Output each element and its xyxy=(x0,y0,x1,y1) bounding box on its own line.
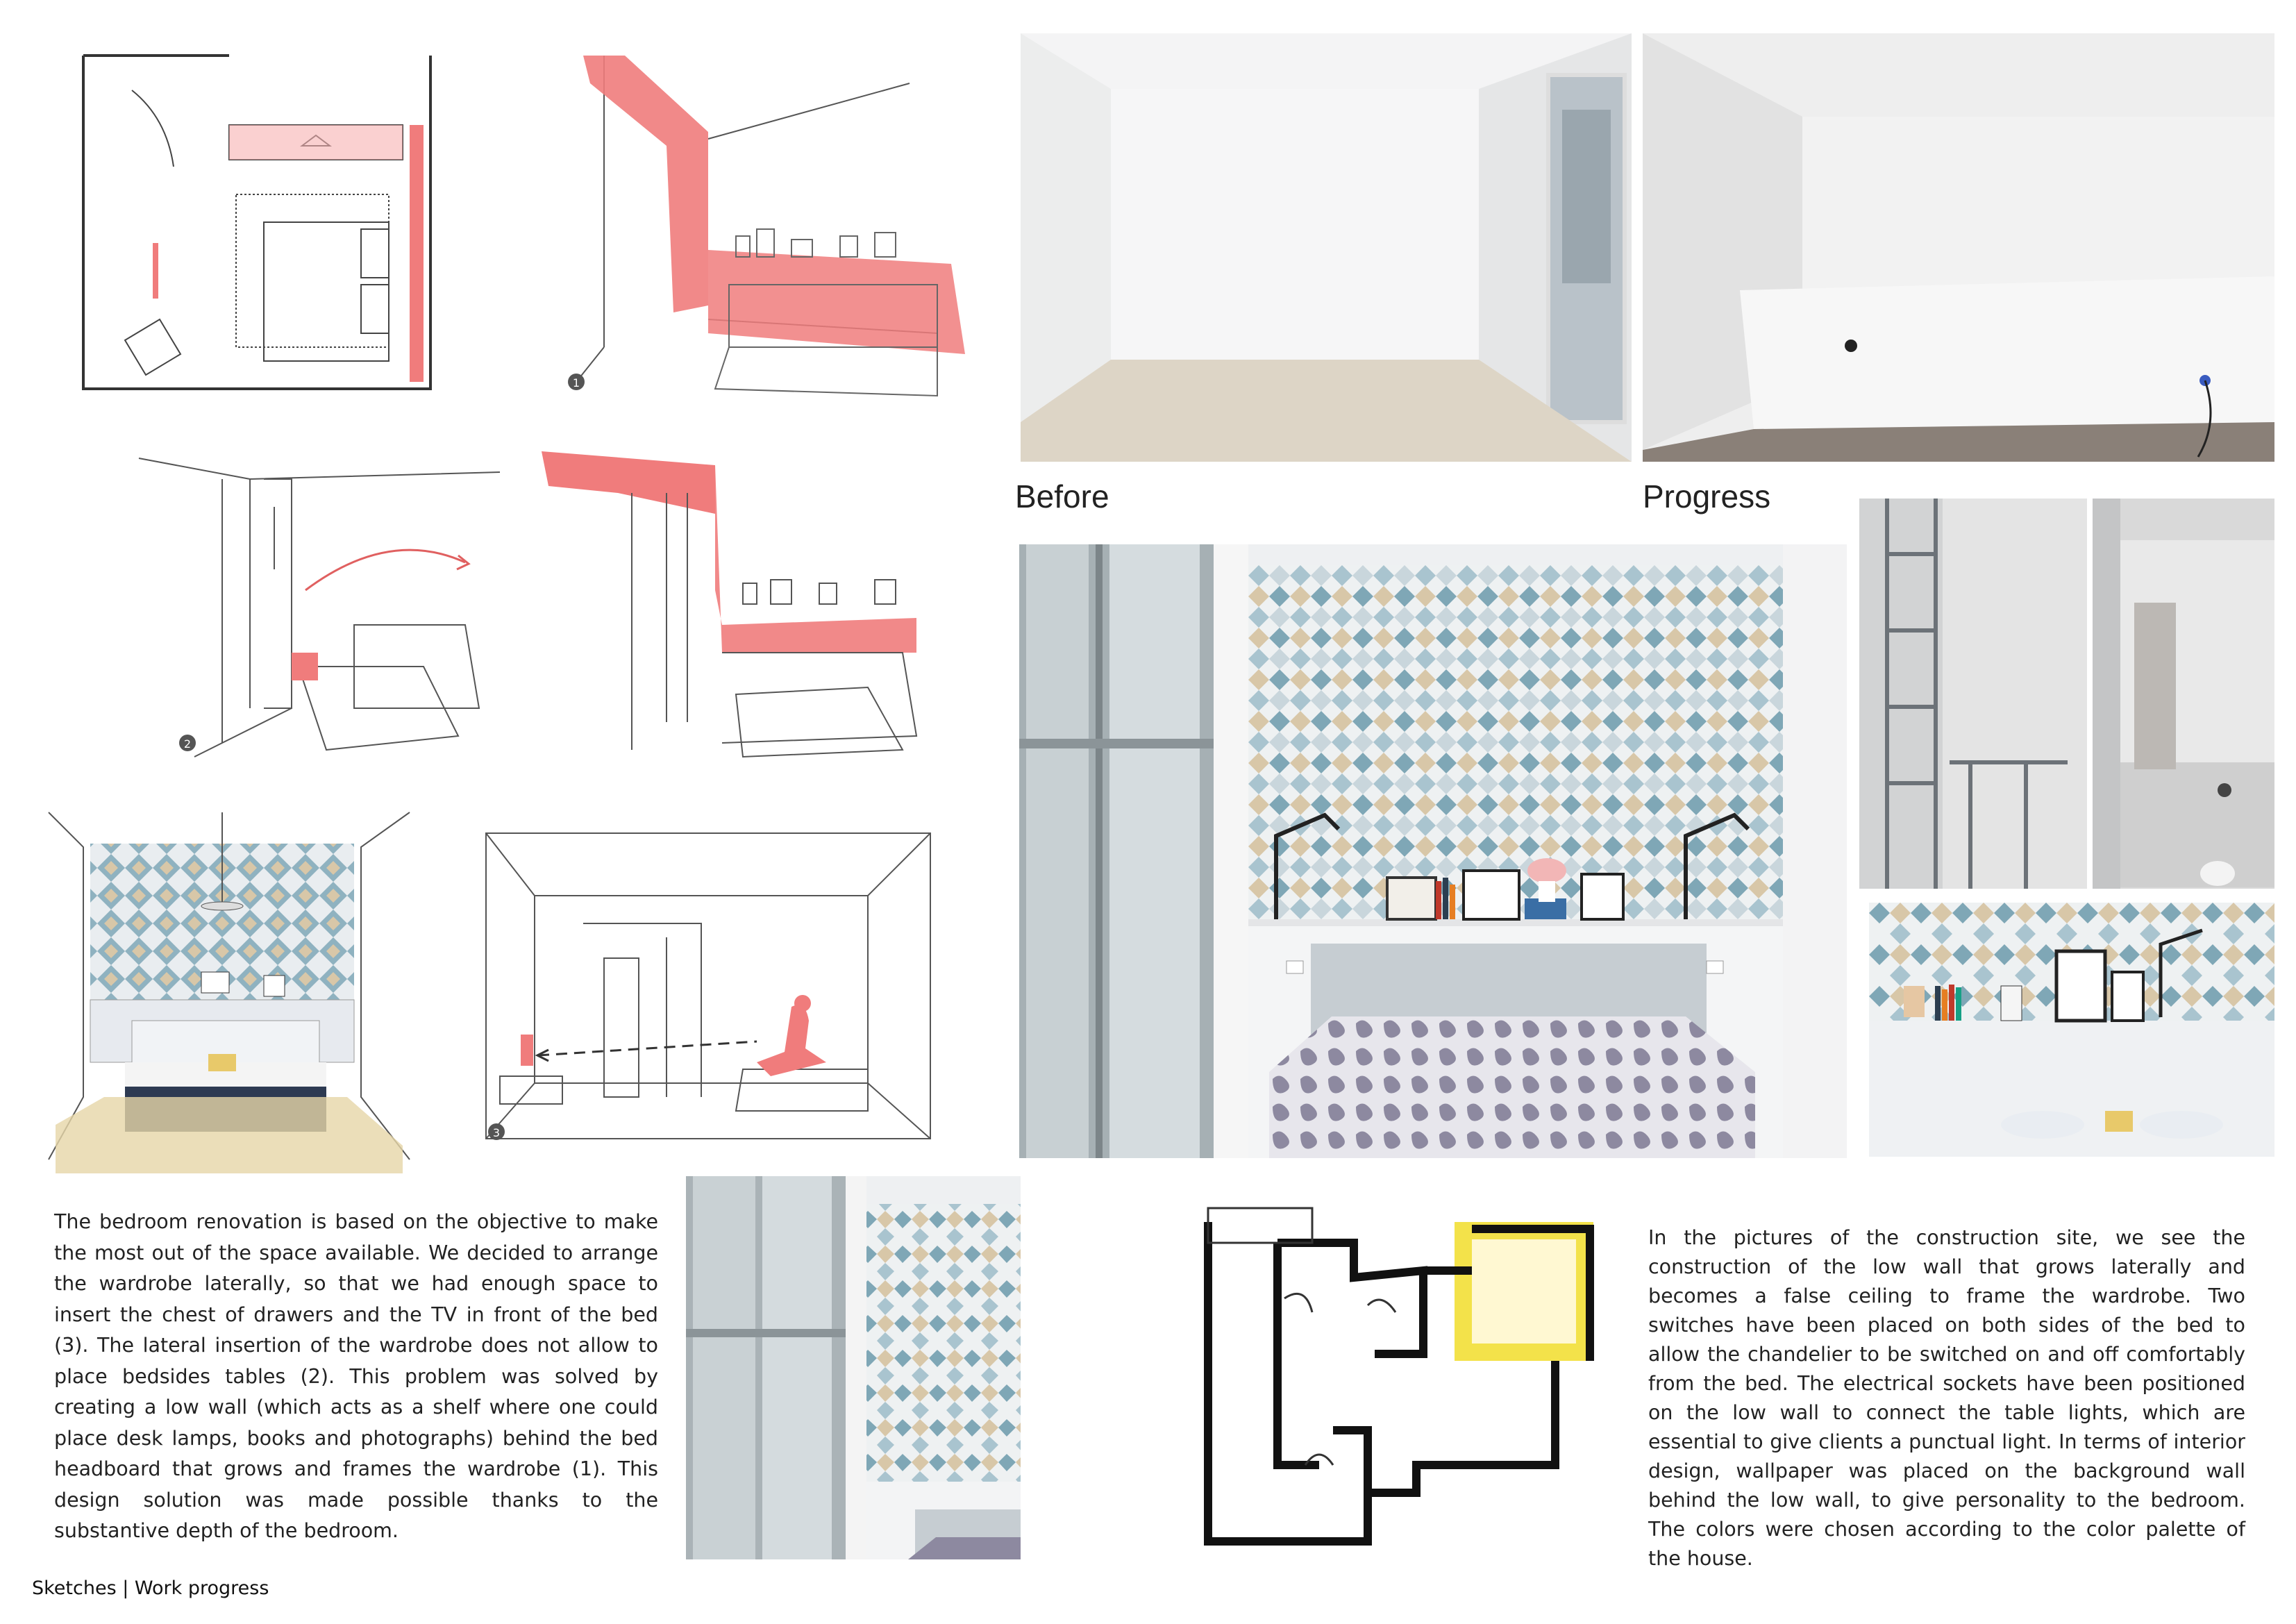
photo-progress xyxy=(1643,33,2274,462)
sketch-floor-plan xyxy=(62,42,451,417)
sketch-number-1: 1 xyxy=(572,376,580,390)
footer-label: Sketches | Work progress xyxy=(32,1577,269,1599)
photo-bedroom-main xyxy=(1019,544,1847,1158)
sketch-color-rendering xyxy=(42,798,417,1173)
photo-wardrobe-wallpaper xyxy=(686,1176,1021,1559)
sketch-perspective-1 xyxy=(548,42,986,410)
photo-construction-frame xyxy=(1859,499,2087,889)
sketch-number-2: 2 xyxy=(183,737,192,751)
sketch-perspective-3 xyxy=(479,826,937,1160)
sketch-perspective-2 xyxy=(125,444,555,764)
photo-construction-plaster xyxy=(2093,499,2274,889)
caption-progress: Progress xyxy=(1643,478,1771,514)
photo-before xyxy=(1021,33,1632,462)
sketch-number-3: 3 xyxy=(492,1126,501,1139)
caption-before: Before xyxy=(1015,478,1109,514)
photo-shelf-detail xyxy=(1869,903,2274,1157)
sketch-perspective-4 xyxy=(542,444,986,764)
floor-plan xyxy=(1194,1201,1604,1555)
left-description: The bedroom renovation is based on the objective to make the most out of the space available. We decided to arrange the wardrobe laterally, so that we had enough space to insert the chest of drawers and the TV in front of the bed (3). The lateral insertion of the wardrobe does not allow to place bedsides tables (2). This problem was solved by creating a low wall (which acts as a shelf where one could place desk lamps, books and photographs) behind the bed headboard that grows and frames the wardrobe (1). This design solution was made possible thanks to the substantive depth of the bedroom. xyxy=(54,1210,658,1542)
right-description: In the pictures of the construction site, we see the construction of the low wall that grows laterally and becomes a false ceiling to frame the wardrobe. Two switches have been placed on both sides of the bed to allow the chandelier to be switched on and off comfortably from the bed. The electrical sockets have been positioned on the low wall to connect the table lights, which are essential to give clients a punctual light. In terms of interior design, wallpaper was placed on the background wall behind the low wall, to give personality to the bedroom. The colors were chosen according to the color palette of the house. xyxy=(1648,1226,2245,1570)
